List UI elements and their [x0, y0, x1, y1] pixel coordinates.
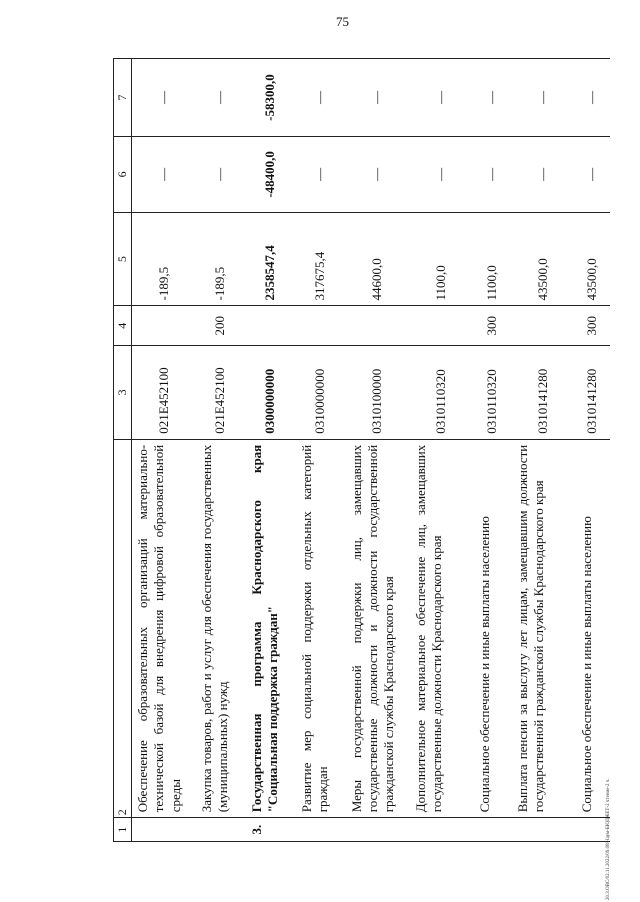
target-code: 0310141280	[576, 346, 610, 440]
row-number	[410, 818, 474, 842]
target-code: 0310000000	[296, 346, 346, 440]
amount-col6: —	[512, 137, 576, 213]
row-number	[512, 818, 576, 842]
amount-col7: -58300,0	[246, 59, 296, 137]
row-name: Дополнительное материальное обеспечение лиц, замещавших государственные должности Краснодарского края	[410, 439, 474, 818]
page-number: 75	[336, 14, 349, 29]
table-row	[474, 59, 512, 842]
column-number-row	[114, 59, 132, 842]
expense-type: 300	[576, 306, 610, 346]
amount-col6: —	[132, 137, 196, 213]
row-number: 3.	[246, 818, 296, 842]
amount: 43500,0	[512, 212, 576, 306]
target-code: 0310110320	[474, 346, 512, 440]
row-number	[132, 818, 196, 842]
amount-col7: —	[346, 59, 410, 137]
amount-col6: —	[410, 137, 474, 213]
amount: 1100,0	[410, 212, 474, 306]
row-number	[196, 818, 246, 842]
column-header-5: 5	[114, 212, 132, 306]
row-name: Меры государственной поддержки лиц, замещавших государственные должности и должности государственной гражданской службы Краснодарского края	[346, 439, 410, 818]
amount-col6: —	[296, 137, 346, 213]
column-header-7: 7	[114, 59, 132, 137]
amount-col7: —	[410, 59, 474, 137]
expense-type	[132, 306, 196, 346]
expense-type	[410, 306, 474, 346]
table-row	[346, 59, 410, 842]
expense-type	[246, 306, 296, 346]
target-code: 0310110320	[410, 346, 474, 440]
amount-col6: —	[346, 137, 410, 213]
amount: -189,5	[196, 212, 246, 306]
column-header-2: 2	[114, 439, 132, 818]
row-number	[474, 818, 512, 842]
target-code: 0310100000	[346, 346, 410, 440]
table-row	[132, 59, 196, 842]
amount: 2358547,4	[246, 212, 296, 306]
amount: 43500,0	[576, 212, 610, 306]
row-number	[296, 818, 346, 842]
amount-col6: —	[576, 137, 610, 213]
amount-col7: —	[576, 59, 610, 137]
table-row	[296, 59, 346, 842]
amount-col7: —	[474, 59, 512, 137]
row-number	[576, 818, 610, 842]
amount-col7: —	[512, 59, 576, 137]
row-name: Социальное обеспечение и иные выплаты населению	[474, 439, 512, 818]
row-name: Социальное обеспечение и иные выплаты населению	[576, 439, 610, 818]
budget-table-rotated	[113, 58, 608, 842]
row-name: Государственная программа Краснодарского края "Социальная поддержка граждан"	[246, 439, 296, 818]
row-name: Закупка товаров, работ и услуг для обеспечения государственных (муниципальных) нужд	[196, 439, 246, 818]
column-header-3: 3	[114, 346, 132, 440]
expense-type	[346, 306, 410, 346]
amount: 317675,4	[296, 212, 346, 306]
amount-col7: —	[196, 59, 246, 137]
column-header-6: 6	[114, 137, 132, 213]
table-row	[196, 59, 246, 842]
column-header-4: 4	[114, 306, 132, 346]
table-row	[512, 59, 576, 842]
amount-col7: —	[132, 59, 196, 137]
table-row	[576, 59, 610, 842]
amount-col6: —	[474, 137, 512, 213]
expense-type: 300	[474, 306, 512, 346]
row-name: Выплата пенсии за выслугу лет лицам, замещавшим должности государственной гражданской службы Краснодарского края	[512, 439, 576, 818]
row-name: Развитие мер социальной поддержки отдельных категорий граждан	[296, 439, 346, 818]
row-name: Обеспечение образовательных организаций материально-технической базой для внедрения цифровой образовательной среды	[132, 439, 196, 818]
amount: 1100,0	[474, 212, 512, 306]
target-code: 021E452100	[196, 346, 246, 440]
row-number	[346, 818, 410, 842]
amount-col6: —	[196, 137, 246, 213]
table-row	[410, 59, 474, 842]
amount-col7: —	[296, 59, 346, 137]
amount: 44600,0	[346, 212, 410, 306]
target-code: 0300000000	[246, 346, 296, 440]
expense-type	[512, 306, 576, 346]
amount: -189,5	[132, 212, 196, 306]
column-header-1: 1	[114, 818, 132, 842]
expense-type: 200	[196, 306, 246, 346]
amount-col6: -48400,0	[246, 137, 296, 213]
budget-table	[113, 58, 610, 842]
table-row	[246, 59, 296, 842]
target-code: 021E452100	[132, 346, 196, 440]
expense-type	[296, 306, 346, 346]
target-code: 0310141280	[512, 346, 576, 440]
footer-file-note: 20.3.ОВС/02.11.2022/09.08/Наум-БЮДЖЕТ-2 чтение-2 ч.	[606, 778, 611, 900]
